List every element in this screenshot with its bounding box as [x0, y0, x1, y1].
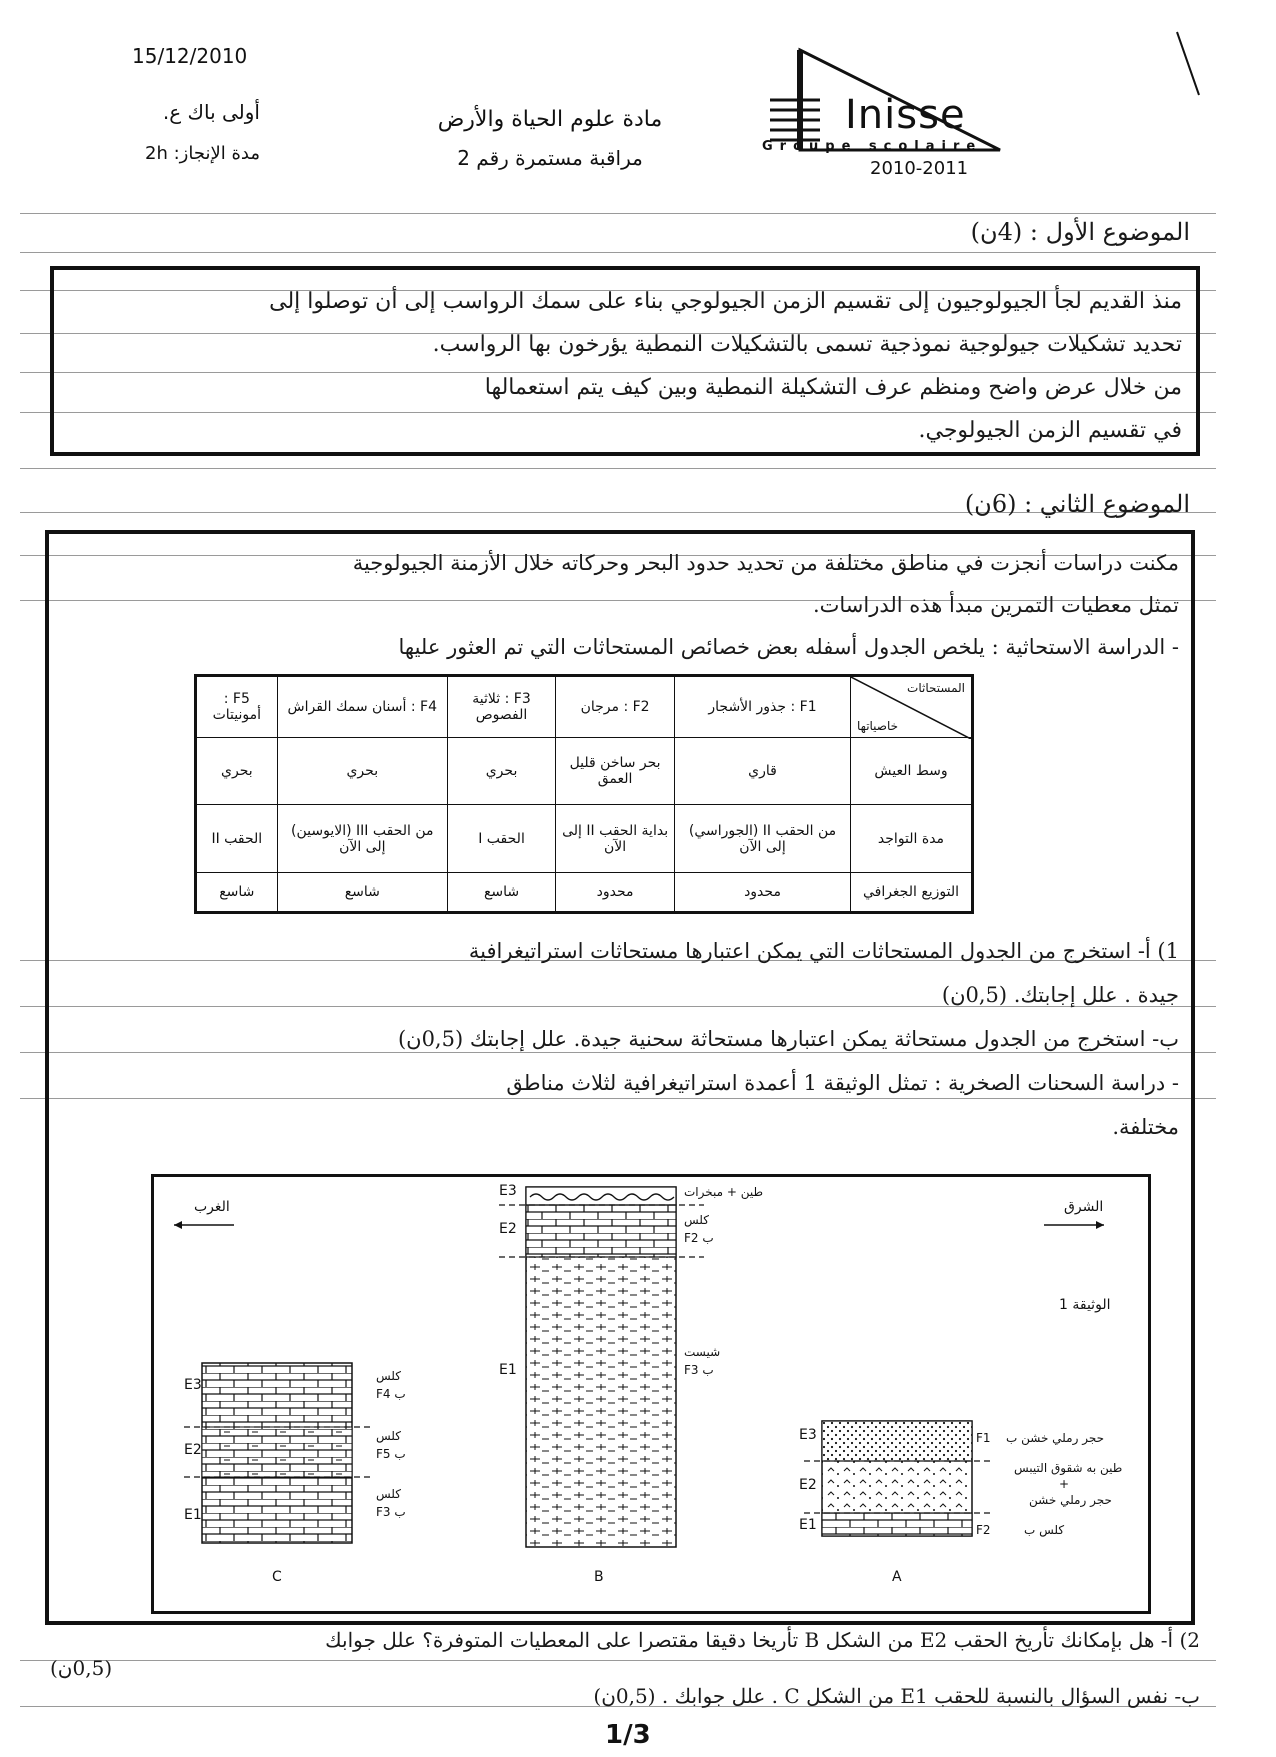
- exam-duration: مدة الإنجاز: 2h: [145, 143, 260, 164]
- corner-bottom-label: خاصياتها: [857, 719, 899, 733]
- question-line: 2) أ- هل بإمكانك تأريخ الحقب E2 من الشكل B تأريخا دقيقا مقتصرا على المعطيات المتوفرة؟ علل جوابك: [325, 1628, 1200, 1652]
- column-label: C: [272, 1569, 282, 1585]
- rock-note: حجر رملي خشن: [1029, 1493, 1112, 1507]
- exam-date: 15/12/2010: [132, 44, 248, 68]
- table-cell: شاسع: [447, 872, 555, 912]
- topic2-intro: [59, 542, 1179, 668]
- logo-subtitle: Groupe scolaire: [762, 139, 983, 154]
- table-col-header: F5 : أمونيتات: [196, 676, 278, 738]
- column-label: A: [892, 1569, 902, 1585]
- table-cell: شاسع: [196, 872, 278, 912]
- question-points: (0,5ن): [50, 1656, 113, 1680]
- row-label: وسط العيش: [851, 738, 973, 805]
- table-row: [196, 872, 973, 912]
- rock-note: شيست: [684, 1345, 721, 1359]
- layer-label: E2: [499, 1221, 517, 1237]
- question-line: مختلفة.: [1112, 1115, 1179, 1139]
- fossil-note: F2 ب: [684, 1231, 714, 1245]
- table-corner-cell: [851, 676, 973, 738]
- topic2-intro-line: تمثل معطيات التمرين مبدأ هذه الدراسات.: [812, 593, 1179, 617]
- school-logo: [760, 40, 1020, 180]
- layer-label: E3: [499, 1183, 517, 1199]
- subject-title: مادة علوم الحياة والأرض: [437, 107, 663, 132]
- rock-note: كلس ب: [1024, 1523, 1065, 1537]
- document-1-figure: [151, 1174, 1151, 1614]
- layer-label: E3: [799, 1427, 817, 1443]
- fossil-note: F1: [976, 1431, 991, 1445]
- column-label: B: [594, 1569, 604, 1585]
- ruled-line: [20, 468, 1216, 469]
- table-cell: الحقب II: [196, 805, 278, 872]
- table-cell: بحري: [196, 738, 278, 805]
- table-cell: من الحقب II (الجوراسي) إلى الآن: [675, 805, 851, 872]
- rock-note: طين + مبخرات: [684, 1185, 764, 1199]
- column-b-evaporites: [526, 1187, 676, 1205]
- rock-note: كلس: [376, 1429, 401, 1443]
- column-a-sandstone: [822, 1421, 972, 1461]
- fossil-note: F2: [976, 1523, 991, 1537]
- corner-mark: [1175, 30, 1205, 104]
- ruled-line: [20, 252, 1216, 253]
- rock-note: كلس: [684, 1213, 709, 1227]
- topic1-text: [72, 280, 1182, 452]
- table-cell: بحري: [277, 738, 447, 805]
- table-cell: بحري: [447, 738, 555, 805]
- fossil-note: +: [1059, 1477, 1070, 1491]
- table-col-header: F4 : أسنان سمك القراش: [277, 676, 447, 738]
- class-level: أولى باك ع.: [162, 100, 260, 124]
- topic2-questions: [59, 929, 1179, 1149]
- ruled-line: [20, 213, 1216, 214]
- layer-label: E2: [184, 1442, 202, 1458]
- stratigraphic-columns: [154, 1177, 1148, 1611]
- fossil-note: F3 ب: [684, 1363, 714, 1377]
- topic2-box: [45, 530, 1195, 1625]
- table-cell: من الحقب III (الايوسين) إلى الآن: [277, 805, 447, 872]
- west-label: الغرب: [194, 1199, 230, 1215]
- layer-label: E3: [184, 1377, 202, 1393]
- fossils-table: [194, 674, 974, 914]
- question-line: ب- استخرج من الجدول مستحاثة يمكن اعتبارها مستحاثة سحنية جيدة. علل إجابتك (0,5ن): [397, 1027, 1179, 1051]
- rock-note: كلس: [376, 1487, 401, 1501]
- question-line: جيدة . علل إجابتك. (0,5ن): [941, 983, 1179, 1007]
- row-label: مدة التواجد: [851, 805, 973, 872]
- topic1-title: الموضوع الأول : (4ن): [970, 218, 1190, 246]
- column-b-limestone: [526, 1205, 676, 1257]
- topic1-box: [50, 266, 1200, 456]
- layer-label: E1: [184, 1507, 202, 1523]
- column-a-limestone: [822, 1513, 972, 1536]
- table-cell: محدود: [675, 872, 851, 912]
- layer-label: E1: [499, 1362, 517, 1378]
- questions-part2: [50, 1626, 1200, 1710]
- table-cell: شاسع: [277, 872, 447, 912]
- layer-label: E1: [799, 1517, 817, 1533]
- document-label: الوثيقة 1: [1059, 1297, 1111, 1313]
- topic1-line: من خلال عرض واضح ومنظم عرف التشكيلة النمطية وبين كيف يتم استعمالها: [484, 375, 1182, 400]
- layer-label: E2: [799, 1477, 817, 1493]
- page-number: 1/3: [605, 1720, 651, 1750]
- exam-name: مراقبة مستمرة رقم 2: [457, 146, 643, 170]
- question-line: 1) أ- استخرج من الجدول المستحاثات التي يمكن اعتبارها مستحاثات استراتيغرافية: [468, 939, 1179, 963]
- table-col-header: F3 : ثلاثية الفصوص: [447, 676, 555, 738]
- topic2-title: الموضوع الثاني : (6ن): [964, 490, 1190, 518]
- corner-top-label: المستحاثات: [907, 681, 965, 695]
- table-cell: قاري: [675, 738, 851, 805]
- topic2-intro-line: مكنت دراسات أنجزت في مناطق مختلفة من تحديد حدود البحر وحركاته خلال الأزمنة الجيولوجية: [352, 551, 1179, 575]
- topic1-line: منذ القديم لجأ الجيولوجيون إلى تقسيم الزمن الجيولوجي بناء على سمك الرواسب إلى أن توصلوا إلى: [269, 289, 1182, 314]
- table-cell: بحر ساخن قليل العمق: [556, 738, 675, 805]
- table-cell: بداية الحقب II إلى الآن: [556, 805, 675, 872]
- column-c-middle-layer: [202, 1427, 352, 1477]
- fossil-note: F4 ب: [376, 1387, 406, 1401]
- school-year: 2010-2011: [870, 158, 969, 179]
- table-cell: محدود: [556, 872, 675, 912]
- question-line: ب- نفس السؤال بالنسبة للحقب E1 من الشكل C . علل جوابك . (0,5ن): [593, 1684, 1200, 1708]
- table-row: [196, 738, 973, 805]
- rock-note: كلس: [376, 1369, 401, 1383]
- question-line: - دراسة السحنات الصخرية : تمثل الوثيقة 1 أعمدة استراتيغرافية لثلاث مناطق: [506, 1071, 1179, 1095]
- fossil-note: F5 ب: [376, 1447, 406, 1461]
- rock-note: حجر رملي خشن ب: [1006, 1431, 1104, 1445]
- table-row: [196, 805, 973, 872]
- topic2-intro-line: - الدراسة الاستحاثية : يلخص الجدول أسفله بعض خصائص المستحاثات التي تم العثور عليها: [398, 635, 1179, 659]
- table-col-header: F1 : جذور الأشجار: [675, 676, 851, 738]
- table-header-row: [196, 676, 973, 738]
- topic1-line: في تقسيم الزمن الجيولوجي.: [918, 418, 1182, 443]
- logo-name: Inisse: [845, 92, 966, 138]
- east-label: الشرق: [1064, 1199, 1104, 1215]
- fossil-note: F3 ب: [376, 1505, 406, 1519]
- row-label: التوزيع الجغرافي: [851, 872, 973, 912]
- table-col-header: F2 : مرجان: [556, 676, 675, 738]
- topic1-line: تحديد تشكيلات جيولوجية نموذجية تسمى بالتشكيلات النمطية يؤرخون بها الرواسب.: [432, 332, 1182, 357]
- rock-note: طين به شقوق التيبس: [1014, 1461, 1123, 1475]
- table-cell: الحقب I: [447, 805, 555, 872]
